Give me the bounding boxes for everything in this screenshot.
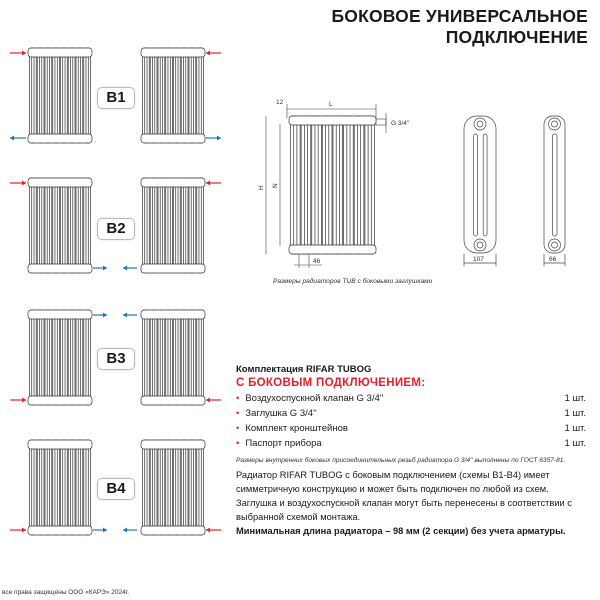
drawing-caption: Размеры радиаторов TUB с боковыми заглушками bbox=[273, 278, 433, 285]
scheme-radiator-right bbox=[141, 48, 205, 143]
front-view-radiator bbox=[289, 116, 376, 254]
radiator-section bbox=[37, 178, 44, 273]
dim-12-label: 12 bbox=[276, 99, 284, 106]
bottom-collector bbox=[289, 245, 376, 254]
radiator-section bbox=[166, 178, 173, 273]
kit-item bbox=[236, 393, 586, 404]
return-arrow-icon bbox=[93, 313, 107, 318]
arrow-head bbox=[123, 313, 127, 318]
radiator-section bbox=[61, 178, 68, 273]
bottom-collector bbox=[141, 264, 205, 273]
bullet-icon: • bbox=[236, 438, 240, 449]
description bbox=[236, 468, 588, 538]
bottom-collector bbox=[141, 134, 205, 143]
arrow-head bbox=[206, 181, 210, 186]
supply-arrow-icon bbox=[206, 51, 221, 56]
radiator-section bbox=[158, 440, 165, 535]
radiator-section bbox=[181, 310, 188, 405]
scheme-label-b3: B3 bbox=[97, 348, 135, 370]
kit-item-qty: 1 шт. bbox=[564, 393, 586, 404]
kit-item-name: Паспорт прибора bbox=[245, 438, 322, 449]
arrow-head bbox=[103, 528, 107, 533]
return-arrow-icon bbox=[123, 528, 137, 533]
radiator-section bbox=[166, 310, 173, 405]
radiator-section bbox=[143, 48, 150, 143]
radiator-section bbox=[76, 440, 83, 535]
top-collector bbox=[28, 178, 92, 187]
radiator-section bbox=[181, 178, 188, 273]
nipple-inner bbox=[477, 242, 483, 248]
radiator-section bbox=[150, 310, 157, 405]
radiator-section bbox=[45, 440, 52, 535]
radiator-section bbox=[37, 48, 44, 143]
radiator-section bbox=[76, 178, 83, 273]
dim-107-label: 107 bbox=[473, 256, 484, 263]
radiator-section bbox=[189, 178, 196, 273]
radiator-section bbox=[189, 440, 196, 535]
arrow-head bbox=[10, 136, 14, 141]
radiator-section bbox=[322, 116, 332, 254]
arrow-head bbox=[123, 528, 127, 533]
radiator-section bbox=[61, 440, 68, 535]
radiator-section bbox=[166, 440, 173, 535]
scheme-radiator-left bbox=[28, 178, 92, 273]
radiator-section bbox=[84, 178, 91, 273]
thread-label: G 3/4'' bbox=[391, 120, 410, 127]
kit-item bbox=[236, 423, 586, 434]
supply-arrow-icon bbox=[10, 528, 26, 533]
supply-arrow-icon bbox=[10, 181, 26, 186]
return-arrow-icon bbox=[93, 266, 107, 271]
scheme-radiator-left bbox=[28, 310, 92, 405]
radiator-section bbox=[181, 48, 188, 143]
radiator-section bbox=[84, 48, 91, 143]
radiator-section bbox=[197, 178, 204, 273]
description-p2: Заглушка и воздухоспускной клапан могут быть перенесены в соответствии с выбранной схемой монтажа. bbox=[236, 498, 572, 522]
radiator-section bbox=[181, 440, 188, 535]
arrow-head bbox=[103, 266, 107, 271]
radiator-section bbox=[150, 178, 157, 273]
arrow-head bbox=[123, 266, 127, 271]
radiator-section bbox=[150, 48, 157, 143]
dim-66-label: 66 bbox=[549, 256, 557, 263]
side-body bbox=[464, 116, 496, 253]
return-arrow-icon bbox=[206, 136, 221, 141]
bottom-collector bbox=[28, 134, 92, 143]
nipple-inner bbox=[552, 242, 558, 248]
scheme-radiator-left bbox=[28, 48, 92, 143]
radiator-section bbox=[76, 48, 83, 143]
radiator-section bbox=[158, 48, 165, 143]
kit-section bbox=[236, 364, 586, 464]
bottom-collector bbox=[28, 396, 92, 405]
arrow-head bbox=[22, 398, 26, 403]
scheme-label-b1: B1 bbox=[97, 87, 135, 109]
radiator-section bbox=[76, 310, 83, 405]
radiator-section bbox=[53, 440, 60, 535]
bullet-icon: • bbox=[236, 408, 240, 419]
radiator-section bbox=[53, 178, 60, 273]
radiator-section bbox=[174, 310, 181, 405]
copyright: все права защищены ООО «КАРЭ» 2024г. bbox=[2, 589, 130, 596]
arrow-head bbox=[206, 528, 210, 533]
arrow-head bbox=[22, 51, 26, 56]
return-arrow-icon bbox=[93, 528, 107, 533]
arrow-head bbox=[22, 181, 26, 186]
return-arrow-icon bbox=[123, 266, 137, 271]
title-line-2: ПОДКЛЮЧЕНИЕ bbox=[445, 27, 588, 47]
radiator-section bbox=[354, 116, 364, 254]
radiator-section bbox=[30, 48, 37, 143]
dim-L-label: L bbox=[329, 101, 333, 108]
side-tube bbox=[474, 134, 478, 236]
radiator-section bbox=[53, 48, 60, 143]
radiator-section bbox=[312, 116, 322, 254]
scheme-label-b2: B2 bbox=[97, 218, 135, 240]
radiator-section bbox=[197, 48, 204, 143]
radiator-section bbox=[197, 440, 204, 535]
radiator-section bbox=[61, 310, 68, 405]
bottom-collector bbox=[141, 396, 205, 405]
kit-item-qty: 1 шт. bbox=[564, 423, 586, 434]
kit-subheading: С БОКОВЫМ ПОДКЛЮЧЕНИЕМ: bbox=[236, 377, 426, 389]
radiator-section bbox=[143, 310, 150, 405]
radiator-section bbox=[174, 178, 181, 273]
kit-item-name: Комплект кронштейнов bbox=[245, 423, 348, 434]
supply-arrow-icon bbox=[10, 398, 26, 403]
radiator-section bbox=[189, 310, 196, 405]
supply-arrow-icon bbox=[206, 398, 221, 403]
radiator-section bbox=[174, 48, 181, 143]
radiator-section bbox=[30, 440, 37, 535]
top-collector bbox=[289, 116, 376, 125]
radiator-section bbox=[37, 440, 44, 535]
supply-arrow-icon bbox=[10, 51, 26, 56]
kit-item bbox=[236, 438, 586, 449]
return-arrow-icon bbox=[10, 136, 26, 141]
top-collector bbox=[141, 440, 205, 449]
top-collector bbox=[28, 310, 92, 319]
radiator-section bbox=[365, 116, 375, 254]
scheme-radiator-right bbox=[141, 310, 205, 405]
side-tube bbox=[552, 134, 557, 236]
kit-item-name: Воздухоспускной клапан G 3/4'' bbox=[245, 393, 384, 404]
description-p1: Радиатор RIFAR TUBOG с боковым подключением (схемы B1-B4) имеет симметричную конструкцию и может быть подключен по любой из схем. bbox=[236, 470, 550, 494]
radiator-section bbox=[291, 116, 301, 254]
radiator-section bbox=[45, 310, 52, 405]
radiator-section bbox=[333, 116, 343, 254]
scheme-radiator-right bbox=[141, 440, 205, 535]
scheme-label-b4: B4 bbox=[97, 478, 135, 500]
radiator-section bbox=[344, 116, 354, 254]
top-collector bbox=[28, 440, 92, 449]
radiator-section bbox=[150, 440, 157, 535]
kit-item bbox=[236, 408, 586, 419]
arrow-head bbox=[206, 398, 210, 403]
supply-arrow-icon bbox=[206, 528, 221, 533]
radiator-section bbox=[158, 178, 165, 273]
radiator-section bbox=[68, 440, 75, 535]
top-collector bbox=[28, 48, 92, 57]
radiator-section bbox=[174, 440, 181, 535]
page-title bbox=[331, 6, 588, 48]
radiator-section bbox=[143, 440, 150, 535]
radiator-section bbox=[68, 178, 75, 273]
arrow-head bbox=[22, 528, 26, 533]
radiator-section bbox=[30, 310, 37, 405]
connection-pipe bbox=[376, 119, 386, 125]
dim-46-label: 46 bbox=[313, 258, 321, 265]
supply-arrow-icon bbox=[206, 181, 221, 186]
radiator-section bbox=[68, 310, 75, 405]
side-tube bbox=[483, 134, 487, 236]
radiator-section bbox=[84, 440, 91, 535]
dim-N-label: N bbox=[272, 183, 279, 188]
scheme-radiator-left bbox=[28, 440, 92, 535]
nipple-inner bbox=[552, 121, 558, 127]
radiator-section bbox=[158, 310, 165, 405]
radiator-section bbox=[68, 48, 75, 143]
scheme-radiator-right bbox=[141, 178, 205, 273]
arrow-head bbox=[217, 136, 221, 141]
return-arrow-icon bbox=[123, 313, 137, 318]
radiator-section bbox=[166, 48, 173, 143]
side-view-3-column bbox=[464, 116, 496, 266]
description-p3: Минимальная длина радиатора – 98 мм (2 секции) без учета арматуры. bbox=[236, 526, 566, 536]
bottom-collector bbox=[141, 526, 205, 535]
kit-item-qty: 1 шт. bbox=[564, 438, 586, 449]
radiator-section bbox=[84, 310, 91, 405]
bottom-collector bbox=[28, 526, 92, 535]
dim-H-label: H bbox=[258, 185, 265, 190]
bullet-icon: • bbox=[236, 393, 240, 404]
top-collector bbox=[141, 178, 205, 187]
radiator-section bbox=[37, 310, 44, 405]
kit-item-qty: 1 шт. bbox=[564, 408, 586, 419]
side-view-2-column bbox=[544, 116, 565, 266]
radiator-section bbox=[45, 48, 52, 143]
radiator-section bbox=[301, 116, 311, 254]
top-collector bbox=[141, 48, 205, 57]
top-collector bbox=[141, 310, 205, 319]
arrow-head bbox=[103, 313, 107, 318]
radiator-section bbox=[45, 178, 52, 273]
radiator-section bbox=[53, 310, 60, 405]
radiator-section bbox=[143, 178, 150, 273]
kit-heading: Комплектация RIFAR TUBOG bbox=[236, 364, 372, 375]
arrow-head bbox=[206, 51, 210, 56]
radiator-section bbox=[30, 178, 37, 273]
nipple-inner bbox=[477, 121, 483, 127]
radiator-section bbox=[189, 48, 196, 143]
kit-item-name: Заглушка G 3/4'' bbox=[245, 408, 317, 419]
kit-note: Размеры внутренних боковых присоединительных резьб радиатора G 3/4'' выполнены по ГОСТ 6357-81. bbox=[236, 457, 566, 464]
radiator-section bbox=[197, 310, 204, 405]
bottom-collector bbox=[28, 264, 92, 273]
title-line-1: БОКОВОЕ УНИВЕРСАЛЬНОЕ bbox=[331, 6, 588, 26]
bullet-icon: • bbox=[236, 423, 240, 434]
radiator-section bbox=[61, 48, 68, 143]
